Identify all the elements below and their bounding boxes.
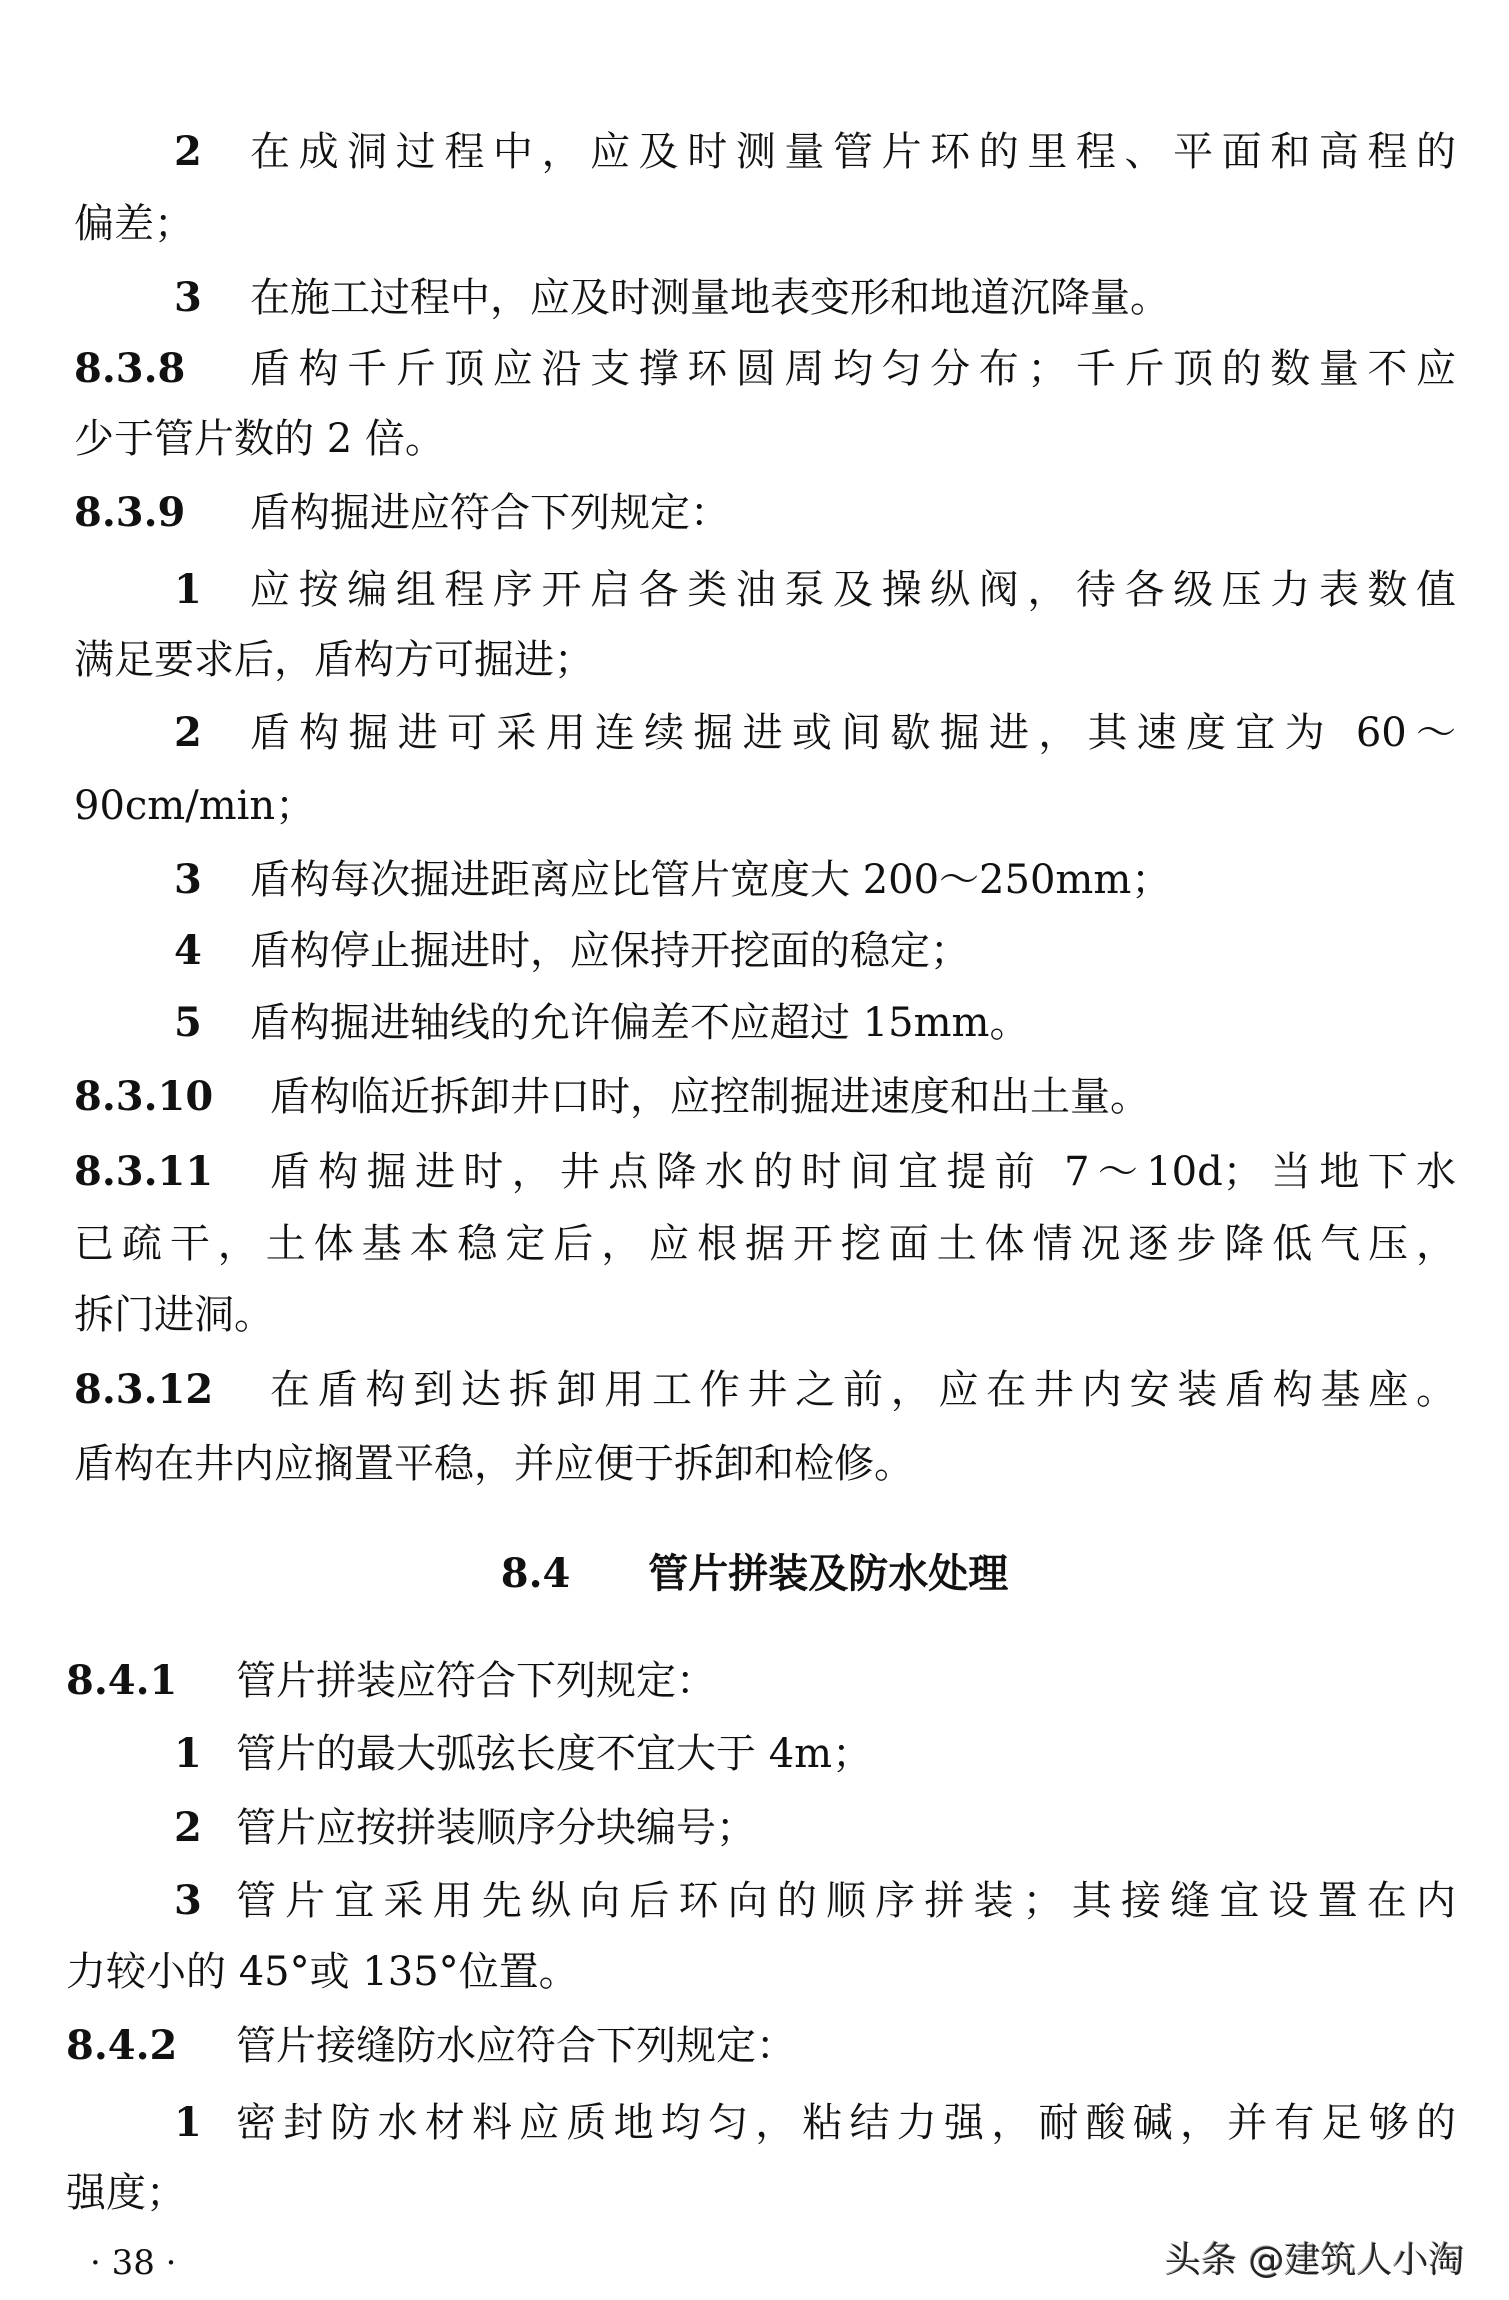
item-number: 2 <box>174 1804 202 1851</box>
line-text: 在成洞过程中，应及时测量管片环的里程、平面和高程的 <box>250 129 1456 175</box>
line-text: 在盾构到达拆卸用工作井之前，应在井内安装盾构基座。 <box>270 1367 1456 1413</box>
numbered-line <box>0 923 1509 979</box>
clause-number: 8.3.11 <box>74 1148 214 1195</box>
line-text: 强度； <box>66 2170 186 2216</box>
item-number: 4 <box>174 927 202 974</box>
numbered-line <box>0 852 1509 908</box>
continuation-line <box>0 1287 1509 1343</box>
numbered-line <box>0 1726 1509 1782</box>
line-text: 力较小的 45°或 135°位置。 <box>66 1949 579 1995</box>
line-text: 盾构掘进时，井点降水的时间宜提前 7～10d；当地下水 <box>270 1149 1456 1195</box>
line-text: 在施工过程中，应及时测量地表变形和地道沉降量。 <box>250 275 1170 321</box>
line-text: 应按编组程序开启各类油泵及操纵阀，待各级压力表数值 <box>250 567 1456 613</box>
continuation-line <box>0 196 1509 252</box>
watermark: 头条 @建筑人小淘 <box>1165 2240 1465 2281</box>
line-text: 管片应按拼装顺序分块编号； <box>236 1805 756 1851</box>
numbered-line <box>0 341 1509 397</box>
clause-number: 8.3.9 <box>74 489 186 536</box>
line-text: 少于管片数的 2 倍。 <box>74 416 445 462</box>
line-text: 盾构掘进可采用连续掘进或间歇掘进，其速度宜为 60～ <box>250 710 1456 756</box>
numbered-line <box>0 2018 1509 2074</box>
item-number: 2 <box>174 128 202 175</box>
numbered-line <box>0 1069 1509 1125</box>
line-text: 密封防水材料应质地均匀，粘结力强，耐酸碱，并有足够的 <box>236 2100 1456 2146</box>
item-number: 3 <box>174 1877 202 1924</box>
numbered-line <box>0 995 1509 1051</box>
continuation-line <box>0 1216 1509 1272</box>
numbered-line <box>0 705 1509 761</box>
numbered-line <box>0 1873 1509 1929</box>
item-number: 5 <box>174 999 202 1046</box>
item-number: 2 <box>174 709 202 756</box>
continuation-line <box>0 1436 1509 1492</box>
clause-number: 8.4.1 <box>66 1657 178 1704</box>
line-text: 盾构千斤顶应沿支撑环圆周均匀分布；千斤顶的数量不应 <box>250 346 1456 392</box>
numbered-line <box>0 1144 1509 1200</box>
continuation-line <box>0 1944 1509 2000</box>
numbered-line <box>0 485 1509 541</box>
clause-number: 8.3.12 <box>74 1366 214 1413</box>
clause-number: 8.3.8 <box>74 345 186 392</box>
numbered-line <box>0 2095 1509 2151</box>
continuation-line <box>0 632 1509 688</box>
line-text: 盾构在井内应搁置平稳，并应便于拆卸和检修。 <box>74 1441 914 1487</box>
line-text: 盾构每次掘进距离应比管片宽度大 200～250mm； <box>250 857 1172 903</box>
continuation-line <box>0 778 1509 834</box>
line-text: 拆门进洞。 <box>74 1292 274 1338</box>
numbered-line <box>0 1653 1509 1709</box>
line-text: 管片接缝防水应符合下列规定： <box>236 2023 796 2069</box>
line-text: 盾构停止掘进时，应保持开挖面的稳定； <box>250 928 970 974</box>
clause-number: 8.4.2 <box>66 2022 178 2069</box>
line-text: 管片的最大弧弦长度不宜大于 4m； <box>236 1731 873 1777</box>
line-text: 盾构掘进轴线的允许偏差不应超过 15mm。 <box>250 1000 1030 1046</box>
line-text: 盾构掘进应符合下列规定： <box>250 490 730 536</box>
line-text: 管片宜采用先纵向后环向的顺序拼装；其接缝宜设置在内 <box>236 1878 1456 1924</box>
line-text: 已疏干，土体基本稳定后，应根据开挖面土体情况逐步降低气压， <box>74 1221 1456 1267</box>
line-text: 90cm/min； <box>74 783 316 829</box>
section-heading <box>0 1546 1509 1602</box>
item-number: 1 <box>174 1730 202 1777</box>
line-text: 管片拼装应符合下列规定： <box>236 1658 716 1704</box>
continuation-line <box>0 2165 1509 2221</box>
line-text: 满足要求后，盾构方可掘进； <box>74 637 594 683</box>
numbered-line <box>0 1800 1509 1856</box>
item-number: 3 <box>174 856 202 903</box>
item-number: 1 <box>174 2099 202 2146</box>
page-number: · 38 · <box>90 2243 177 2283</box>
numbered-line <box>0 270 1509 326</box>
continuation-line <box>0 411 1509 467</box>
item-number: 3 <box>174 274 202 321</box>
numbered-line <box>0 124 1509 180</box>
section-number: 8.4 <box>500 1550 571 1597</box>
clause-number: 8.3.10 <box>74 1073 214 1120</box>
line-text: 偏差； <box>74 201 194 247</box>
line-text: 盾构临近拆卸井口时，应控制掘进速度和出土量。 <box>270 1074 1150 1120</box>
section-title: 管片拼装及防水处理 <box>648 1550 1009 1597</box>
item-number: 1 <box>174 566 202 613</box>
numbered-line <box>0 562 1509 618</box>
numbered-line <box>0 1362 1509 1418</box>
